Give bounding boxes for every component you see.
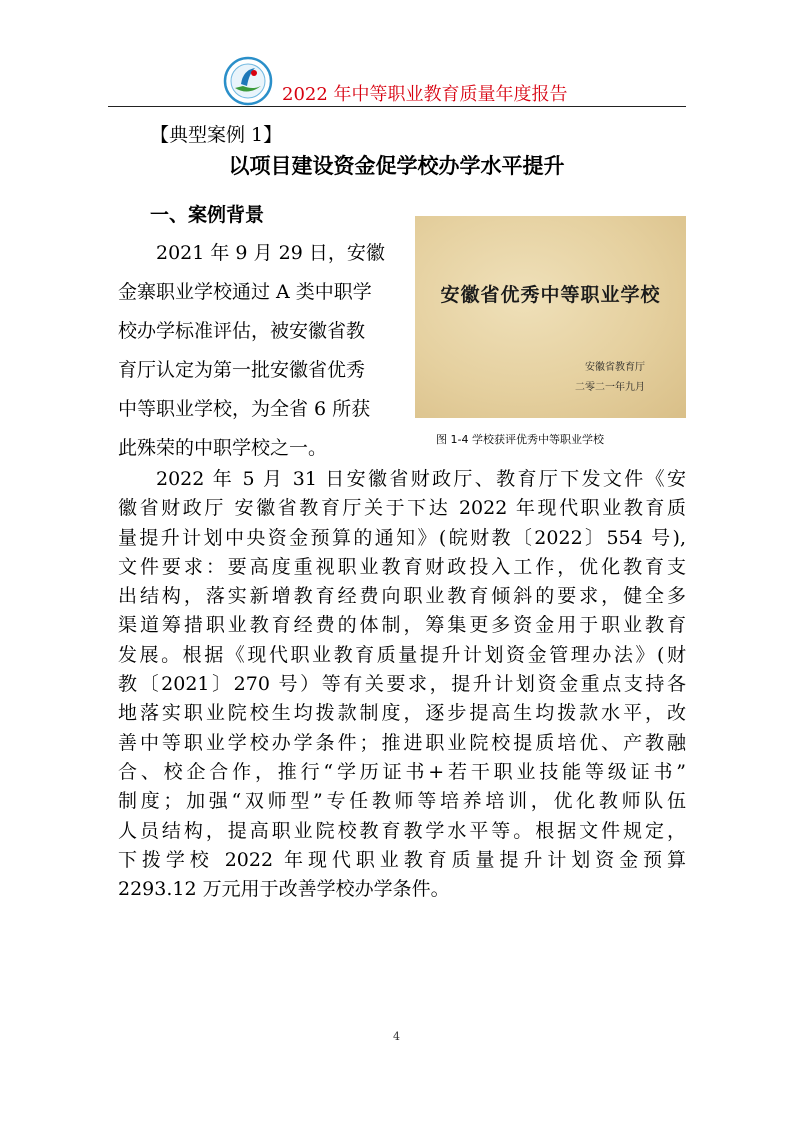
paragraph-line: 2022 年 5 月 31 日安徽省财政厅、教育厅下发文件《安: [156, 468, 686, 490]
paragraph-line: 善中等职业学校办学条件；推进职业院校提质培优、产教融: [118, 731, 686, 754]
paragraph-line: 下拨学校 2022 年现代职业教育质量提升计划资金预算: [118, 848, 686, 871]
paragraph-line: 校办学标准评估，被安徽省教: [118, 320, 366, 342]
paragraph-line: 金寨职业学校通过 A 类中职学: [118, 281, 372, 303]
page-header: [108, 54, 686, 112]
figure-caption: 图 1-4 学校获评优秀中等职业学校: [436, 433, 604, 446]
paragraph-line: 制度；加强“双师型”专任教师等培养培训，优化教师队伍: [118, 790, 686, 813]
paragraph-funding: [118, 465, 686, 904]
paragraph-line: 发展。根据《现代职业教育质量提升计划资金管理办法》(财: [118, 643, 686, 666]
paragraph-line: 育厅认定为第一批安徽省优秀: [118, 359, 366, 381]
document-title: 以项目建设资金促学校办学水平提升: [228, 153, 565, 178]
header-divider: [108, 106, 686, 107]
paragraph-line: 地落实职业院校生均拨款制度，逐步提高生均拨款水平，改: [118, 702, 686, 725]
paragraph-line: 文件要求：要高度重视职业教育财政投入工作，优化教育支: [118, 555, 686, 578]
school-emblem-icon: [223, 56, 273, 106]
paragraph-line: 此殊荣的中职学校之一。: [118, 437, 328, 459]
paragraph-line: 渠道筹措职业教育经费的体制，筹集更多资金用于职业教育: [118, 614, 686, 637]
award-plaque-photo: [415, 216, 686, 418]
report-header-title: 2022 年中等职业教育质量年度报告: [282, 84, 568, 105]
paragraph-line: 中等职业学校，为全省 6 所获: [118, 398, 371, 420]
paragraph-line: 量提升计划中央资金预算的通知》(皖财教〔2022〕554 号),: [118, 526, 686, 549]
paragraph-line: 人员结构，提高职业院校教育教学水平等。根据文件规定，: [118, 819, 686, 842]
case-label: 【典型案例 1】: [150, 124, 283, 146]
paragraph-line: 合、校企合作，推行“学历证书+若干职业技能等级证书”: [118, 760, 686, 783]
paragraph-line: 教〔2021〕270 号）等有关要求，提升计划资金重点支持各: [118, 673, 686, 696]
paragraph-line: 徽省财政厅 安徽省教育厅关于下达 2022 年现代职业教育质: [118, 497, 686, 520]
plaque-date: 二零二一年九月: [575, 382, 645, 393]
paragraph-line: 出结构，落实新增教育经费向职业教育倾斜的要求，健全多: [118, 585, 686, 608]
paragraph-line: 2293.12 万元用于改善学校办学条件。: [118, 878, 450, 901]
paragraph-line: 2021 年 9 月 29 日，安徽: [156, 242, 385, 264]
plaque-title: 安徽省优秀中等职业学校: [440, 284, 661, 306]
section-heading: 一、案例背景: [150, 204, 265, 226]
plaque-issuer: 安徽省教育厅: [585, 362, 645, 373]
paragraph-background: [118, 234, 410, 468]
page-number: 4: [393, 1030, 400, 1043]
